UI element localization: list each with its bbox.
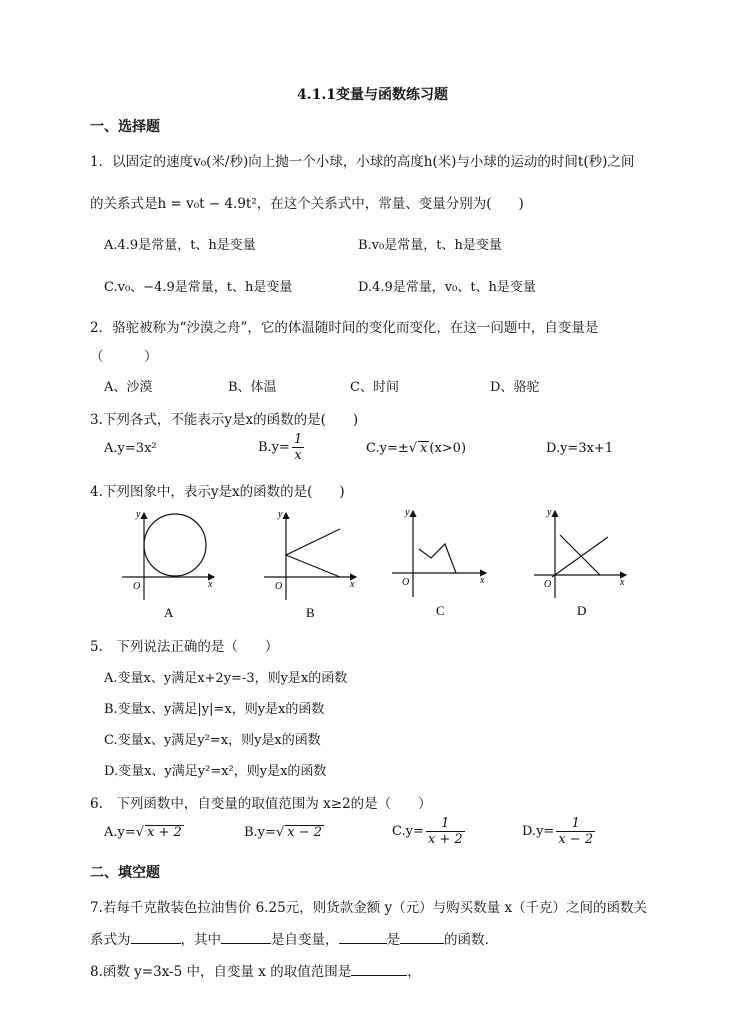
q3-option-c-radicand: x xyxy=(420,441,428,456)
q6-option-d-denominator: x − 2 xyxy=(558,832,594,847)
q7-blank-4[interactable] xyxy=(400,931,444,944)
q6-option-b-prefix: B.y= xyxy=(244,825,276,840)
graph-c-x-label: x xyxy=(480,575,485,586)
q7-line2 xyxy=(90,928,489,948)
q6-option-c-numerator: 1 xyxy=(426,816,465,832)
section-fill-heading: 二、填空题 xyxy=(90,865,160,881)
q7-text-b: ，其中 xyxy=(180,932,221,948)
q6-option-c xyxy=(392,816,467,847)
q2-option-d: D、骆驼 xyxy=(490,380,540,395)
q5-option-d: D.变量x、y满足y²=x²，则y是x的函数 xyxy=(104,764,327,779)
q3-option-b-numerator: 1 xyxy=(293,432,303,447)
graph-d-label: D xyxy=(577,603,587,618)
graph-d-origin: O xyxy=(544,579,552,590)
q2-line1: 2．骆驼被称为“沙漠之舟”，它的体温随时间的变化而变化，在这一问题中，自变量是 xyxy=(90,320,599,336)
q8-line xyxy=(90,960,421,980)
q6-option-c-fraction xyxy=(426,816,465,847)
q3-option-b-denominator: x xyxy=(294,448,302,463)
q3-option-d: D.y=3x+1 xyxy=(546,441,614,456)
page-title: 4.1.1变量与函数练习题 xyxy=(297,87,448,103)
q1-option-a: A.4.9是常量，t、h是变量 xyxy=(104,238,256,253)
graph-b-x-label: x xyxy=(350,579,355,590)
graph-b-origin: O xyxy=(275,581,283,592)
graph-c-label: C xyxy=(436,603,445,618)
q7-blank-2[interactable] xyxy=(221,931,271,944)
graph-a-x-label: x xyxy=(208,579,213,590)
graph-c-origin: O xyxy=(402,577,410,588)
sqrt-sign-icon: √ xyxy=(135,825,145,840)
q3-option-b-prefix: B.y= xyxy=(258,440,290,455)
q3-option-b xyxy=(258,432,306,463)
graph-c-y-label: y xyxy=(405,507,410,518)
q3-option-c-prefix: C.y=± xyxy=(366,441,409,456)
graph-a-circle xyxy=(144,514,206,576)
q7-blank-1[interactable] xyxy=(131,931,181,944)
q4-graphs xyxy=(100,505,640,625)
graph-d-y-label: y xyxy=(547,507,552,518)
q8-text-b: ， xyxy=(407,964,421,980)
q6-option-d-prefix: D.y= xyxy=(522,824,555,839)
graph-b-y-label: y xyxy=(278,509,283,520)
q3-option-a: A.y=3x² xyxy=(104,441,157,456)
q6-option-d-numerator: 1 xyxy=(556,816,595,832)
q6-option-b-radicand: x − 2 xyxy=(287,825,322,840)
graph-b-label: B xyxy=(306,605,315,620)
q5-option-a: A.变量x、y满足x+2y=-3，则y是x的函数 xyxy=(104,671,348,686)
q6-option-c-prefix: C.y= xyxy=(392,824,424,839)
q3-stem: 3.下列各式，不能表示y是x的函数的是( ) xyxy=(90,412,359,428)
q1-option-c: C.v₀、−4.9是常量，t、h是变量 xyxy=(104,280,293,295)
sqrt-sign-icon: √ xyxy=(275,825,285,840)
graph-d-x-label: x xyxy=(620,577,625,588)
q1-line2: 的关系式是h = v₀t − 4.9t²，在这个关系式中，常量、变量分别为( ) xyxy=(90,196,524,212)
q7-text-c: 是自变量， xyxy=(271,932,339,948)
q5-option-c: C.变量x、y满足y²=x，则y是x的函数 xyxy=(104,733,321,748)
q3-option-b-fraction xyxy=(292,432,304,463)
q1-option-d: D.4.9是常量，v₀、t、h是变量 xyxy=(358,280,536,295)
section-choice-heading: 一、选择题 xyxy=(90,119,160,135)
q5-stem: 5. 下列说法正确的是（ ） xyxy=(90,639,279,655)
q6-option-b xyxy=(244,825,324,840)
q6-option-a xyxy=(104,825,184,840)
q6-option-c-denominator: x + 2 xyxy=(427,832,463,847)
q7-text-a: 系式为 xyxy=(90,932,131,948)
graph-a-y-label: y xyxy=(136,509,141,520)
q3-option-c xyxy=(366,441,466,456)
q6-option-a-radicand: x + 2 xyxy=(147,825,182,840)
q8-blank[interactable] xyxy=(351,963,407,976)
q5-option-b: B.变量x、y满足|y|=x，则y是x的函数 xyxy=(104,702,325,717)
q2-line2: （ ） xyxy=(90,349,158,365)
q8-text-a: 8.函数 y=3x-5 中，自变量 x 的取值范围是 xyxy=(90,964,352,980)
q2-option-c: C、时间 xyxy=(350,380,399,395)
q6-option-a-prefix: A.y= xyxy=(104,825,136,840)
graph-a-origin: O xyxy=(133,581,141,592)
q2-option-a: A、沙漠 xyxy=(104,380,153,395)
q7-line1: 7.若每千克散装色拉油售价 6.25元，则货款金额 y（元）与购买数量 x（千克）之间的函数关 xyxy=(90,900,648,916)
sqrt-sign-icon: √ xyxy=(408,441,418,456)
q3-option-c-condition: (x>0) xyxy=(429,441,467,456)
graph-a-label: A xyxy=(164,605,174,620)
q1-option-b: B.v₀是常量，t、h是变量 xyxy=(358,238,502,253)
q2-option-b: B、体温 xyxy=(228,380,277,395)
q6-option-d xyxy=(522,816,597,847)
q1-line1: 1．以固定的速度v₀(米/秒)向上抛一个小球，小球的高度h(米)与小球的运动的时间t(秒)之间 xyxy=(90,154,635,170)
q6-stem: 6. 下列函数中，自变量的取值范围为 x≥2的是（ ） xyxy=(90,796,432,812)
q7-text-d: 是 xyxy=(386,932,400,948)
q4-stem: 4.下列图象中，表示y是x的函数的是( ) xyxy=(90,484,345,500)
q6-option-d-fraction xyxy=(556,816,595,847)
q7-text-e: 的函数. xyxy=(444,932,489,948)
q7-blank-3[interactable] xyxy=(339,931,387,944)
